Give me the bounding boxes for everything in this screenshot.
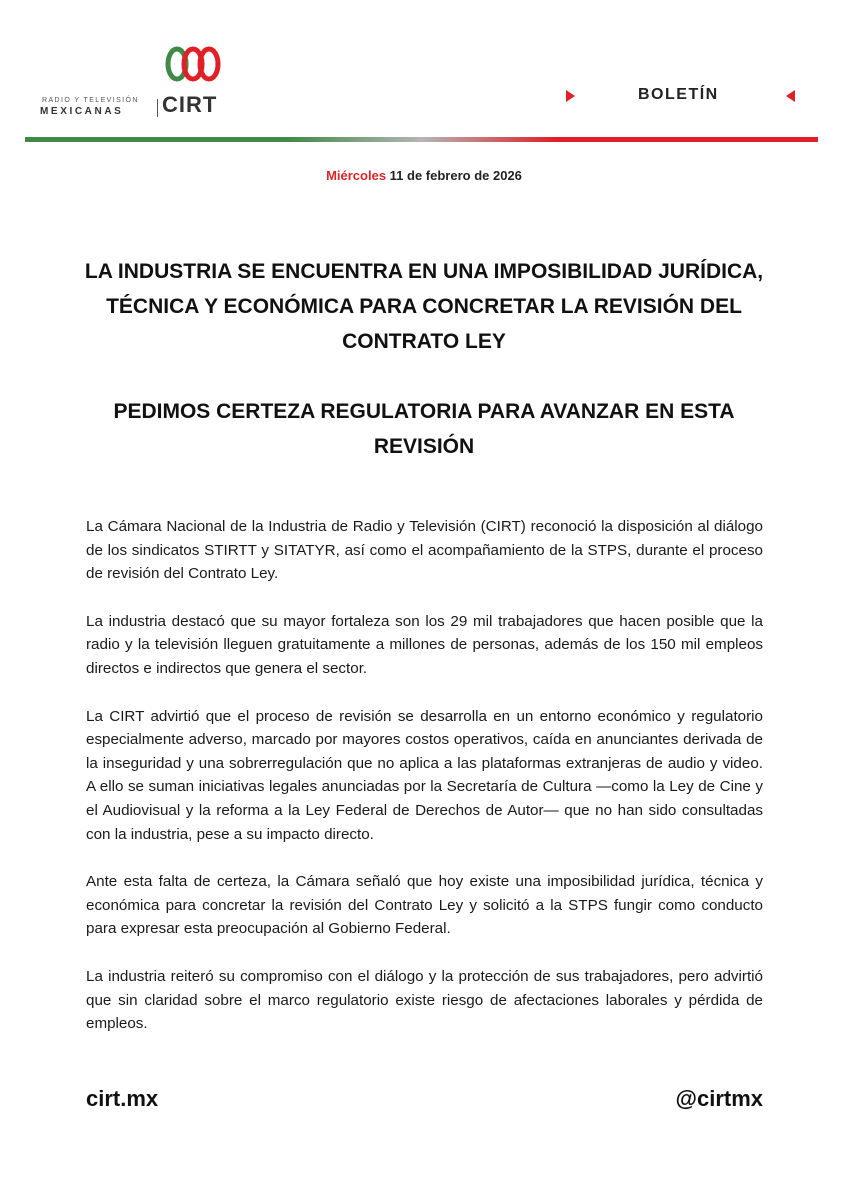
paragraph-2: La industria destacó que su mayor fortaleza son los 29 mil trabajadores que hacen posible que la radio y la televisión lleguen gratuitamente a millones de personas, además de los 150 mil empleos directos e indirectos que genera el sector.: [86, 612, 763, 677]
bulletin-date: [0, 168, 848, 183]
paragraph-4: Ante esta falta de certeza, la Cámara señaló que hoy existe una imposibilidad jurídica, técnica y económica para concretar la revisión del Contrato Ley y solicitó a la STPS fungir como conducto para expresar esta preocupación al Gobierno Federal.: [86, 873, 763, 938]
cirt-logo: [40, 42, 230, 117]
logo-text-radio: RADIO Y TELEVISIÓN: [42, 97, 139, 104]
triangle-right-icon: [566, 90, 575, 102]
bulletin-label: BOLETÍN: [638, 86, 719, 103]
triangle-left-icon: [786, 90, 795, 102]
date-rest: 11 de febrero de 2026: [386, 168, 522, 183]
footer-website[interactable]: cirt.mx: [86, 1086, 159, 1111]
logo-brand: CIRT: [162, 92, 218, 117]
paragraph-3: La CIRT advirtió que el proceso de revisión se desarrolla en un entorno económico y regulatorio especialmente adverso, marcado por mayores costos operativos, caída en anunciantes derivada de la inseguridad y una sobrerregulación que no aplica a las plataformas extranjeras de audio y video. A ello se suman iniciativas legales anunciadas por la Secretaría de Cultura —como la Ley de Cine y el Audiovisual y la reforma a la Ley Federal de Derechos de Autor— que no han sido consultadas con la industria, pese a su impacto directo.: [86, 707, 763, 843]
cirt-rings-icon: [164, 42, 224, 92]
subheadline: PEDIMOS CERTEZA REGULATORIA PARA AVANZAR EN ESTA REVISIÓN: [113, 400, 735, 458]
logo-divider: [157, 99, 158, 117]
footer-social-handle[interactable]: @cirtmx: [675, 1086, 763, 1111]
date-weekday: Miércoles: [326, 168, 387, 183]
page-header: [0, 0, 848, 145]
logo-text-mexicanas: MEXICANAS: [40, 106, 124, 117]
article-body: [86, 515, 763, 1060]
paragraph-1: La Cámara Nacional de la Industria de Radio y Televisión (CIRT) reconoció la disposición al diálogo de los sindicatos STIRTT y SITATYR, así como el acompañamiento de la STPS, durante el proceso de revisión del Contrato Ley.: [86, 518, 763, 583]
bulletin-label-group: [560, 84, 800, 108]
headline: LA INDUSTRIA SE ENCUENTRA EN UNA IMPOSIBILIDAD JURÍDICA, TÉCNICA Y ECONÓMICA PARA CONCRETAR LA REVISIÓN DEL CONTRATO LEY: [84, 260, 764, 353]
paragraph-5: La industria reiteró su compromiso con el diálogo y la protección de sus trabajadores, pero advirtió que sin claridad sobre el marco regulatorio existe riesgo de afectaciones laborales y pérdida de empleos.: [86, 967, 763, 1033]
header-color-bar: [25, 137, 818, 142]
